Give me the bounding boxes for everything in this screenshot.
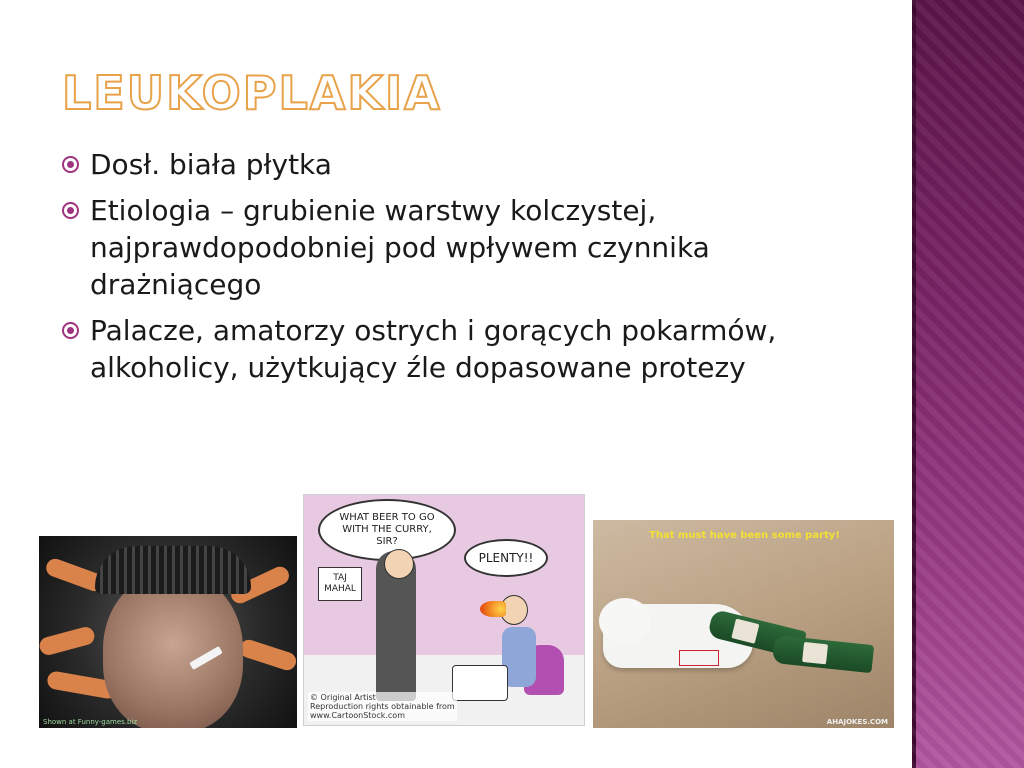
cat-head [599,598,651,644]
bullet-text: Palacze, amatorzy ostrych i gorących pokarmów, alkoholicy, użytkujący źle dopasowane protezy [90,314,777,384]
cat-watermark: AHAJOKES.COM [826,718,888,726]
bullet-item [62,146,862,183]
bullet-circle-icon [62,322,79,339]
cigarette-pack [679,650,719,666]
smoker-watermark: Shown at Funny-games.biz [43,718,138,726]
credit-line: www.CartoonStock.com [310,711,405,720]
bullet-text: Dosł. biała płytka [90,148,332,181]
bullet-item [62,312,862,386]
bottle-label [731,618,759,643]
cat-party-photo [593,520,894,728]
side-band-texture [912,0,1024,768]
speech-bubble-diner: PLENTY!! [464,539,548,577]
cigarette-butt [39,625,96,657]
old-woman-face [103,572,243,728]
speech-bubble-waiter: WHAT BEER TO GO WITH THE CURRY, SIR? [318,499,456,561]
bullet-circle-icon [62,202,79,219]
bullet-text: Etiologia – grubienie warstwy kolczystej, najprawdopodobniej pod wpływem czynnika drażniącego [90,194,710,301]
cigarette-butt [238,637,297,672]
waiter-head [384,549,414,579]
curry-cartoon [303,494,585,726]
fire-breath [480,601,506,617]
slide-title: LEUKOPLAKIA [62,66,442,120]
bullet-item [62,192,862,303]
bullet-circle-icon [62,156,79,173]
cat-caption: That must have been some party! [649,530,840,541]
side-decoration-band [912,0,1024,768]
credit-line: © Original Artist [310,693,376,702]
smoker-photo [39,536,297,728]
restaurant-sign: TAJ MAHAL [318,567,362,601]
headscarf [95,546,251,594]
credit-line: Reproduction rights obtainable from [310,702,455,711]
beer-bottle [772,635,874,673]
dining-table [452,665,508,701]
cartoon-credit [308,692,457,721]
bullet-list [62,146,862,395]
bottle-label [802,642,828,664]
